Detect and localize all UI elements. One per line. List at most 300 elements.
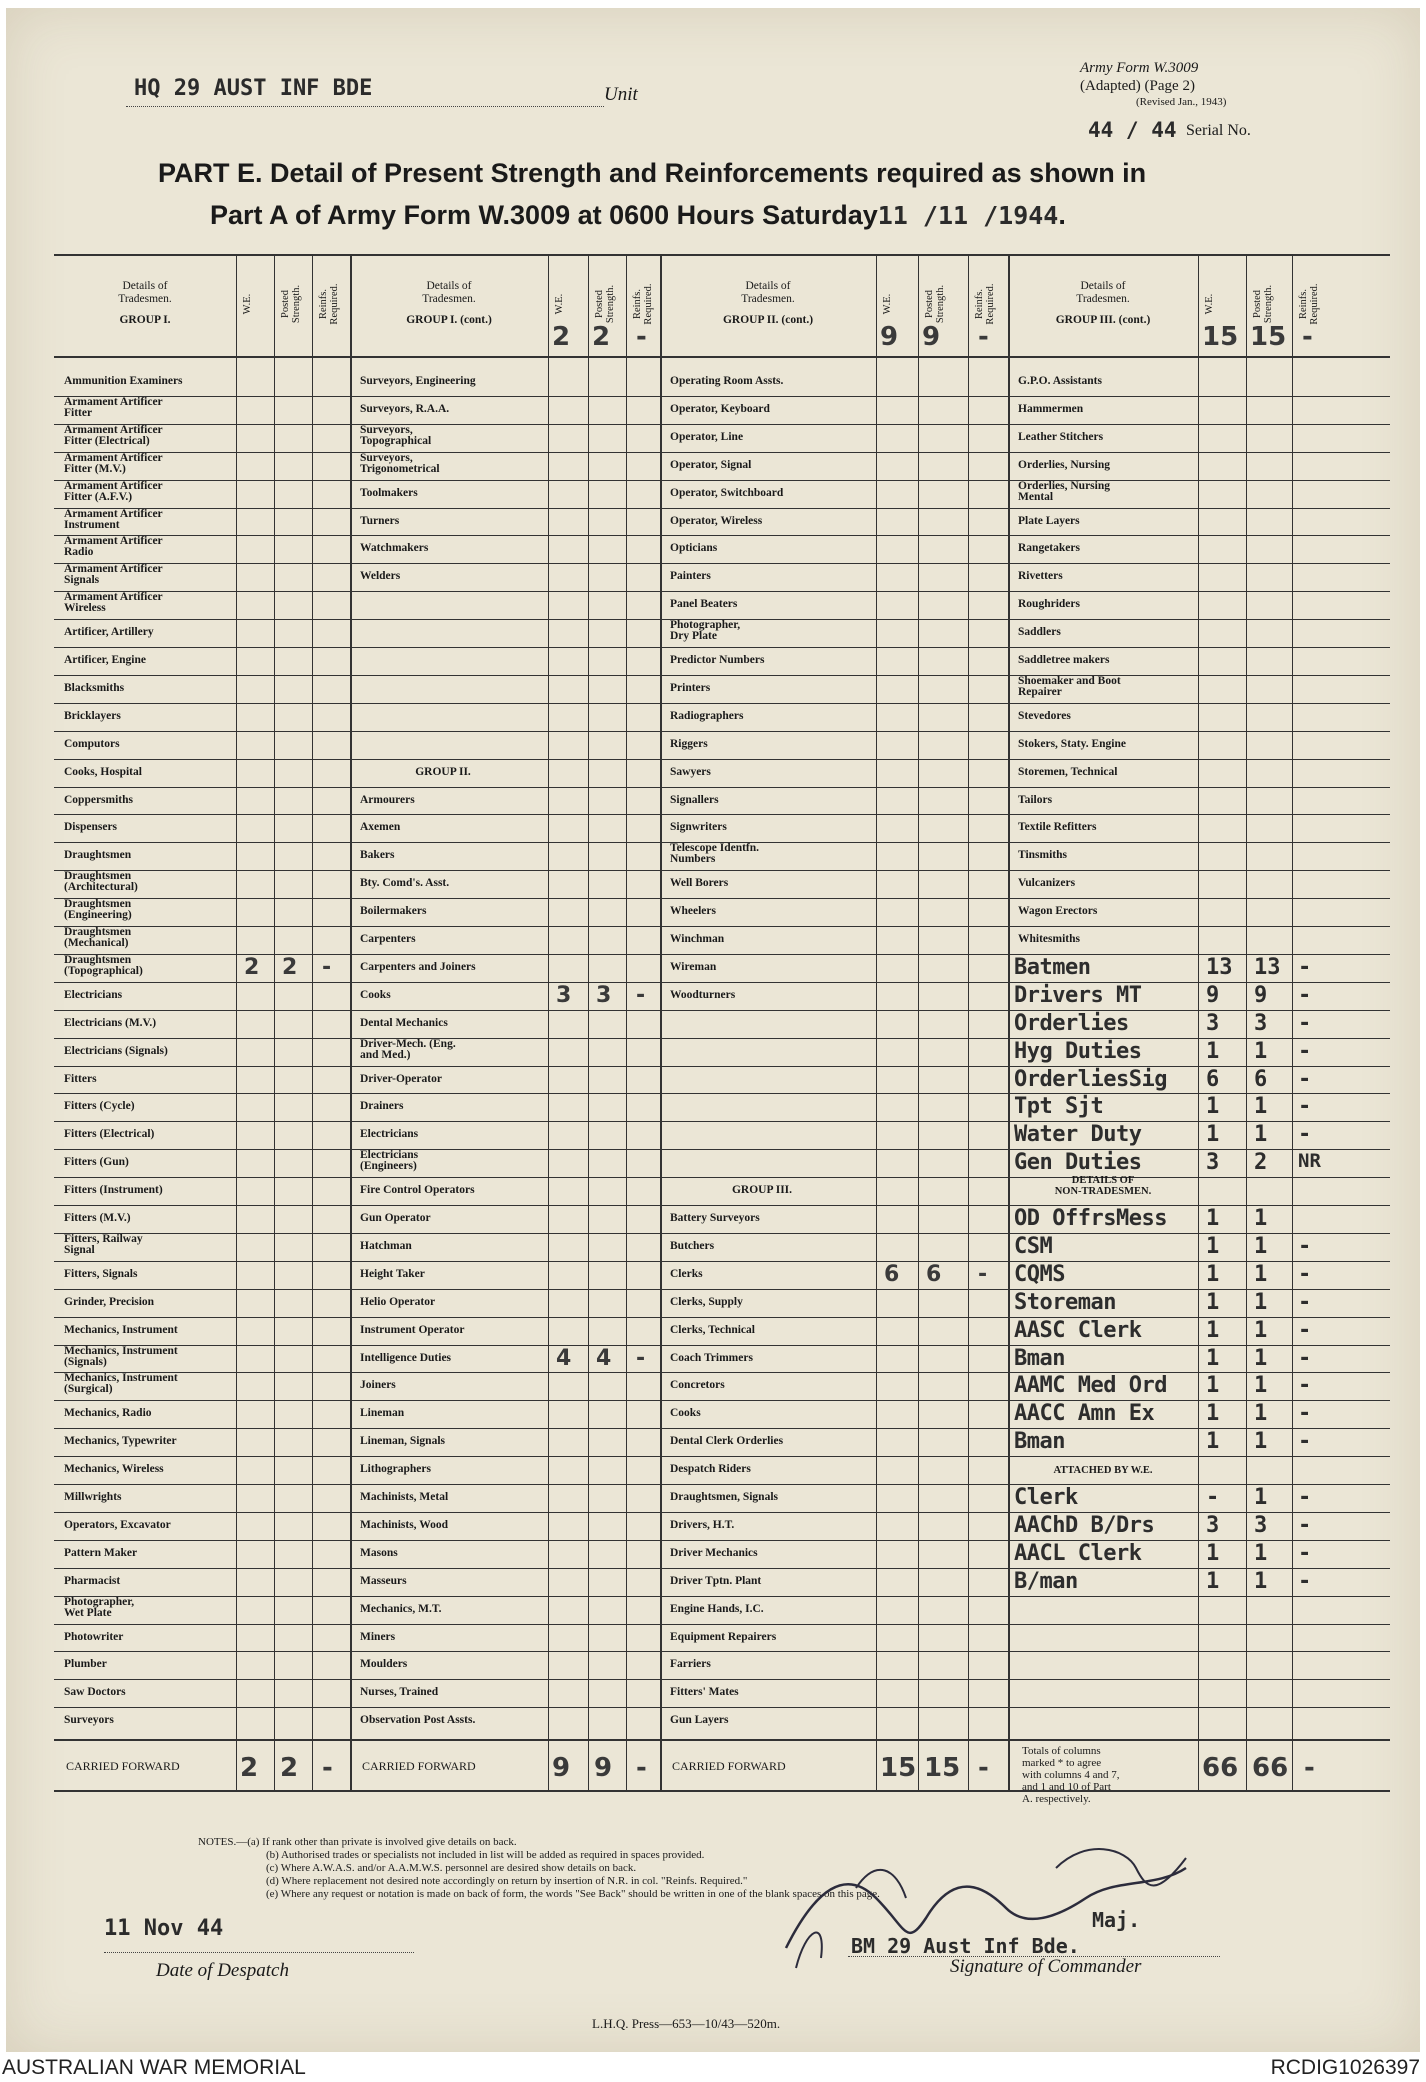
trade-label: Bty. Comd's. Asst. bbox=[360, 877, 450, 890]
typed-non-trade-row-we: 1 bbox=[1206, 1289, 1220, 1315]
trade-label: Opticians bbox=[670, 542, 718, 555]
typed-non-trade-row-posted: 1 bbox=[1254, 1261, 1268, 1287]
trade-label: Armament Artificer Fitter (A.F.V.) bbox=[64, 479, 163, 503]
table-row-rule bbox=[54, 1121, 1390, 1122]
trade-label: Lineman bbox=[360, 1407, 405, 1420]
typed-non-trade-row: Bman bbox=[1014, 1429, 1065, 1455]
trade-label: Roughriders bbox=[1018, 598, 1080, 611]
despatch-date: 11 Nov 44 bbox=[104, 1916, 224, 1941]
trade-label: Signwriters bbox=[670, 821, 727, 834]
typed-attached-row-reinfs: - bbox=[1298, 1485, 1312, 1510]
table-row-rule bbox=[54, 1707, 1390, 1708]
trade-label: Cooks bbox=[670, 1407, 701, 1420]
typed-attached-row-we: 1 bbox=[1206, 1568, 1220, 1594]
group-col-rule bbox=[350, 254, 352, 1790]
header-tally: 2 bbox=[592, 322, 611, 352]
title-line-1: PART E. Detail of Present Strength and Reinforcements required as shown in bbox=[158, 158, 1147, 188]
trade-label: Observation Post Assts. bbox=[360, 1714, 476, 1727]
cooks-entry: 3 bbox=[556, 982, 572, 1008]
trade-label: Driver Mechanics bbox=[670, 1546, 758, 1559]
header-tally: 9 bbox=[922, 322, 941, 352]
trade-label: Stevedores bbox=[1018, 709, 1071, 722]
trade-label: Coppersmiths bbox=[64, 793, 134, 806]
trade-label: Radiographers bbox=[670, 709, 744, 722]
attached-heading: ATTACHED BY W.E. bbox=[1053, 1465, 1153, 1477]
trade-label: Masons bbox=[360, 1546, 398, 1559]
clerks-entry: 6 bbox=[926, 1261, 942, 1287]
caption-left: AUSTRALIAN WAR MEMORIAL bbox=[2, 2056, 306, 2079]
trade-label: Driver Tptn. Plant bbox=[670, 1574, 762, 1587]
typed-non-trade-row-reinfs: - bbox=[1298, 1373, 1312, 1399]
note-line: (d) Where replacement not desired note accordingly on return by insertion of N.R. in col. "Reinfs. Required." bbox=[266, 1875, 748, 1887]
trade-label: Armament Artificer Radio bbox=[64, 535, 163, 559]
trade-label: Operator, Wireless bbox=[670, 514, 763, 527]
posted-col-rule bbox=[918, 254, 919, 1790]
header-tally: 2 bbox=[552, 322, 571, 352]
trade-label: Clerks, Technical bbox=[670, 1323, 755, 1336]
typed-non-trade-row-posted: 1 bbox=[1254, 1289, 1268, 1315]
trade-label: Artificer, Artillery bbox=[64, 626, 154, 639]
typed-non-trade-row: AASC Clerk bbox=[1014, 1317, 1142, 1343]
trade-label: Wheelers bbox=[670, 905, 716, 918]
carried-forward-label: CARRIED FORWARD bbox=[66, 1759, 180, 1774]
typed-non-trade-row-we: 1 bbox=[1206, 1429, 1220, 1455]
note-line: (c) Where A.W.A.S. and/or A.A.M.W.S. personnel are desired show details on back. bbox=[266, 1862, 637, 1874]
typed-non-trade-row-reinfs: - bbox=[1298, 1429, 1312, 1455]
trade-label: Driver-Operator bbox=[360, 1072, 442, 1085]
non-tradesmen-heading: DETAILS OF NON-TRADESMEN. bbox=[1054, 1175, 1152, 1198]
trade-label: Fire Control Operators bbox=[360, 1184, 475, 1197]
trade-label: Fitters (Gun) bbox=[64, 1156, 129, 1169]
typed-non-trade-row-posted: 1 bbox=[1254, 1206, 1268, 1231]
carried-forward-value: 2 bbox=[240, 1753, 259, 1784]
note-line: (e) Where any request or notation is made on back of form, the words "See Back" should be written in one of the blank spaces on this page. bbox=[266, 1888, 880, 1900]
reinfs-col-rule bbox=[1292, 254, 1293, 1790]
despatch-label: Date of Despatch bbox=[156, 1960, 289, 1981]
table-row-rule bbox=[54, 1540, 1390, 1541]
reinfs-col-rule bbox=[626, 254, 627, 1790]
trade-label: Telescope Identfn. Numbers bbox=[670, 842, 760, 866]
column-header-group: GROUP I. (cont.) bbox=[406, 314, 492, 326]
trade-label: Predictor Numbers bbox=[670, 654, 765, 666]
trade-label: Wagon Erectors bbox=[1018, 905, 1098, 918]
trade-label: Fitters, Railway Signal bbox=[64, 1232, 143, 1256]
carried-forward-value: 2 bbox=[280, 1753, 299, 1784]
form-line-2: (Adapted) (Page 2) bbox=[1080, 78, 1195, 94]
header-tally: - bbox=[636, 322, 647, 352]
trade-label: Draughtsmen bbox=[64, 849, 132, 862]
carried-forward-label: CARRIED FORWARD bbox=[672, 1759, 786, 1774]
trade-label: Hatchman bbox=[360, 1239, 412, 1252]
unit-dotted-line bbox=[126, 106, 604, 107]
trade-label: Drivers, H.T. bbox=[670, 1518, 735, 1531]
typed-non-trade-row: Storeman bbox=[1014, 1289, 1116, 1315]
typed-non-trade-row-we: 1 bbox=[1206, 1261, 1220, 1287]
trade-label: Artificer, Engine bbox=[64, 654, 146, 666]
typed-trade-row-reinfs: NR bbox=[1298, 1150, 1321, 1173]
column-header-reinfs: Reinfs. Required. bbox=[1298, 283, 1320, 325]
trade-label: Leather Stitchers bbox=[1018, 430, 1104, 443]
trade-label: Surveyors, Engineering bbox=[360, 375, 476, 387]
caption-bar bbox=[0, 2052, 1426, 2082]
typed-trade-row-posted: 2 bbox=[1254, 1150, 1268, 1176]
header-tally: 9 bbox=[880, 322, 899, 352]
posted-col-rule bbox=[588, 254, 589, 1790]
trade-label: Fitters bbox=[64, 1072, 97, 1085]
carried-forward-value: 15 bbox=[880, 1753, 917, 1784]
trade-label: Joiners bbox=[360, 1379, 396, 1392]
table-row-rule bbox=[54, 424, 1390, 425]
table-row-rule bbox=[54, 1679, 1390, 1680]
form-sheet bbox=[6, 8, 1420, 2052]
typed-non-trade-row-reinfs: - bbox=[1298, 1289, 1312, 1315]
we-col-rule bbox=[236, 254, 237, 1790]
trade-label: Driver-Mech. (Eng. and Med.) bbox=[360, 1037, 456, 1061]
typed-attached-row: AAChD B/Drs bbox=[1014, 1512, 1155, 1538]
typed-trade-row: Gen Duties bbox=[1014, 1150, 1142, 1176]
table-row-rule bbox=[54, 1038, 1390, 1039]
trade-label: Computors bbox=[64, 737, 120, 750]
clerks-entry: 6 bbox=[884, 1261, 900, 1287]
unit-label: Unit bbox=[604, 84, 638, 105]
typed-attached-row-posted: 1 bbox=[1254, 1568, 1268, 1594]
table-row-rule bbox=[54, 1317, 1390, 1318]
trade-label: Textile Refitters bbox=[1018, 821, 1097, 834]
trade-label: Orderlies, Nursing Mental bbox=[1018, 479, 1110, 503]
trade-label: Clerks, Supply bbox=[670, 1295, 743, 1308]
trade-label: Dispensers bbox=[64, 821, 118, 834]
group-heading: GROUP III. bbox=[731, 1184, 793, 1197]
carried-forward-value: 9 bbox=[552, 1753, 571, 1784]
cooks-entry: - bbox=[636, 982, 646, 1008]
header-tally: - bbox=[1302, 322, 1313, 352]
column-header-posted: Posted Strength. bbox=[924, 284, 946, 324]
typed-non-trade-row-reinfs: - bbox=[1298, 1401, 1312, 1427]
column-header-posted: Posted Strength. bbox=[594, 284, 616, 324]
trade-label: Signallers bbox=[670, 793, 719, 806]
trade-label: Mechanics, Instrument bbox=[64, 1323, 178, 1336]
trade-label: Helio Operator bbox=[360, 1295, 436, 1308]
trade-label: Sawyers bbox=[670, 765, 711, 778]
column-header-group: GROUP III. (cont.) bbox=[1055, 314, 1151, 326]
table-row-rule bbox=[54, 1512, 1390, 1513]
table-row-rule bbox=[54, 982, 1390, 983]
reinfs-col-rule bbox=[968, 254, 969, 1790]
typed-non-trade-row-reinfs: - bbox=[1298, 1345, 1312, 1371]
trade-label: Winchman bbox=[670, 933, 725, 945]
draughtsmen-topographical-entry: 2 bbox=[282, 954, 298, 980]
typed-non-trade-row: AAMC Med Ord bbox=[1014, 1373, 1167, 1399]
typed-trade-row-posted: 1 bbox=[1254, 1122, 1268, 1148]
trade-label: Cooks, Hospital bbox=[64, 765, 142, 778]
signature-label: Signature of Commander bbox=[950, 1956, 1142, 1977]
trade-label: Armament Artificer Fitter (M.V.) bbox=[64, 451, 163, 475]
column-header-we: W.E. bbox=[554, 293, 565, 315]
clerks-entry: - bbox=[978, 1261, 988, 1287]
trade-label: Fitters (M.V.) bbox=[64, 1212, 131, 1224]
table-row-rule bbox=[54, 1372, 1390, 1373]
posted-col-rule bbox=[274, 254, 275, 1790]
trade-label: Fitters' Mates bbox=[670, 1686, 739, 1699]
trade-label: Surveyors bbox=[64, 1714, 114, 1727]
trade-label: Pattern Maker bbox=[64, 1546, 138, 1559]
trade-label: Operating Room Assts. bbox=[670, 375, 784, 387]
typed-non-trade-row-posted: 1 bbox=[1254, 1233, 1268, 1259]
trade-label: Surveyors, Trigonometrical bbox=[360, 451, 440, 475]
trade-label: Operator, Line bbox=[670, 430, 744, 443]
grand-total-value: - bbox=[1304, 1753, 1315, 1784]
trade-label: Gun Layers bbox=[670, 1714, 729, 1727]
header-tally: - bbox=[978, 322, 989, 352]
trade-label: Mechanics, Instrument (Surgical) bbox=[64, 1372, 178, 1396]
table-row-rule bbox=[54, 1093, 1390, 1094]
trade-label: Surveyors, Topographical bbox=[360, 423, 432, 447]
trade-label: Despatch Riders bbox=[670, 1463, 751, 1476]
typed-trade-row-we: 6 bbox=[1206, 1066, 1220, 1092]
trade-label: Electricians (Signals) bbox=[64, 1044, 168, 1057]
typed-attached-row-reinfs: - bbox=[1298, 1512, 1312, 1538]
trade-label: Draughtsmen (Architectural) bbox=[64, 870, 138, 894]
table-row-rule bbox=[54, 508, 1390, 509]
trade-label: Hammermen bbox=[1018, 402, 1084, 415]
typed-attached-row-we: 1 bbox=[1206, 1540, 1220, 1566]
trade-label: Electricians bbox=[64, 988, 123, 1001]
column-header-reinfs: Reinfs. Required. bbox=[974, 283, 996, 325]
trade-label: Grinder, Precision bbox=[64, 1295, 155, 1308]
trade-label: Axemen bbox=[360, 821, 401, 834]
column-header-reinfs: Reinfs. Required. bbox=[632, 283, 654, 325]
trade-label: Fitters (Electrical) bbox=[64, 1128, 155, 1141]
group-heading: GROUP II. bbox=[415, 765, 471, 778]
column-header-reinfs: Reinfs. Required. bbox=[318, 283, 340, 325]
trade-label: Plumber bbox=[64, 1658, 107, 1671]
cooks-entry: 3 bbox=[596, 982, 612, 1008]
table-row-rule bbox=[54, 563, 1390, 564]
press-mark: L.H.Q. Press—653—10/43—520m. bbox=[592, 2016, 781, 2031]
table-row-rule bbox=[54, 731, 1390, 732]
trade-label: Electricians bbox=[360, 1128, 419, 1141]
typed-attached-row: Clerk bbox=[1014, 1485, 1078, 1510]
trade-label: Rangetakers bbox=[1018, 542, 1080, 555]
note-line: NOTES.—(a) If rank other than private is involved give details on back. bbox=[198, 1836, 517, 1848]
intelligence-duties-entry: 4 bbox=[556, 1345, 572, 1371]
trade-label: G.P.O. Assistants bbox=[1018, 375, 1102, 387]
typed-trade-row-reinfs: - bbox=[1298, 1010, 1312, 1036]
table-row-rule bbox=[54, 703, 1390, 704]
typed-non-trade-row-we: 1 bbox=[1206, 1206, 1220, 1231]
typed-trade-row-we: 9 bbox=[1206, 982, 1220, 1008]
trade-label: Mechanics, Wireless bbox=[64, 1463, 164, 1476]
column-header-posted: Posted Strength. bbox=[280, 284, 302, 324]
trade-label: Boilermakers bbox=[360, 905, 427, 918]
signature-unit: BM 29 Aust Inf Bde. bbox=[851, 1934, 1080, 1958]
trade-label: Plate Layers bbox=[1018, 514, 1080, 527]
table-row-rule bbox=[54, 396, 1390, 397]
form-line-3: (Revised Jan., 1943) bbox=[1136, 96, 1227, 108]
typed-attached-row: B/man bbox=[1014, 1568, 1078, 1594]
totals-top-rule bbox=[54, 1739, 1390, 1741]
typed-trade-row: Hyg Duties bbox=[1014, 1038, 1142, 1064]
trade-label: Whitesmiths bbox=[1018, 933, 1080, 945]
trade-label: Toolmakers bbox=[360, 486, 418, 499]
typed-attached-row-reinfs: - bbox=[1298, 1568, 1312, 1594]
trade-label: Engine Hands, I.C. bbox=[670, 1602, 764, 1615]
trade-label: Gun Operator bbox=[360, 1212, 431, 1224]
trade-label: Nurses, Trained bbox=[360, 1686, 439, 1699]
trade-label: Armourers bbox=[360, 793, 415, 806]
typed-trade-row: Tpt Sjt bbox=[1014, 1094, 1104, 1120]
column-header-details: Details of Tradesmen. bbox=[741, 280, 795, 305]
typed-non-trade-row-reinfs: - bbox=[1298, 1317, 1312, 1343]
typed-non-trade-row-posted: 1 bbox=[1254, 1429, 1268, 1455]
typed-trade-row-posted: 1 bbox=[1254, 1094, 1268, 1120]
trade-label: Armament Artificer Fitter (Electrical) bbox=[64, 423, 163, 447]
typed-non-trade-row: CQMS bbox=[1014, 1261, 1065, 1287]
trade-label: Mechanics, Instrument (Signals) bbox=[64, 1344, 178, 1368]
table-row-rule bbox=[54, 1261, 1390, 1262]
intelligence-duties-entry: - bbox=[636, 1345, 646, 1371]
typed-attached-row-posted: 3 bbox=[1254, 1512, 1268, 1538]
table-row-rule bbox=[54, 787, 1390, 788]
trade-label: Instrument Operator bbox=[360, 1323, 465, 1336]
carried-forward-value: - bbox=[636, 1753, 647, 1784]
table-row-rule bbox=[54, 647, 1390, 648]
typed-trade-row-posted: 3 bbox=[1254, 1010, 1268, 1036]
carried-forward-value: - bbox=[978, 1753, 989, 1784]
typed-trade-row-we: 13 bbox=[1206, 954, 1233, 980]
typed-trade-row-reinfs: - bbox=[1298, 1094, 1312, 1120]
trade-label: Fitters (Cycle) bbox=[64, 1100, 135, 1113]
typed-trade-row-posted: 6 bbox=[1254, 1066, 1268, 1092]
group-col-rule bbox=[1008, 254, 1010, 1790]
totals-note: Totals of columns marked * to agree with columns 4 and 7, and 1 and 10 of Part A. respectively. bbox=[1022, 1745, 1120, 1806]
title-dot: . bbox=[1058, 200, 1066, 230]
header-tally: 15 bbox=[1202, 322, 1239, 352]
we-col-rule bbox=[876, 254, 877, 1790]
typed-attached-row-posted: 1 bbox=[1254, 1485, 1268, 1510]
typed-trade-row: Batmen bbox=[1014, 954, 1091, 980]
table-row-rule bbox=[54, 1233, 1390, 1234]
typed-non-trade-row-posted: 1 bbox=[1254, 1373, 1268, 1399]
typed-attached-row-reinfs: - bbox=[1298, 1540, 1312, 1566]
table-row-rule bbox=[54, 1205, 1390, 1206]
trade-label: Bakers bbox=[360, 849, 395, 862]
trade-label: Photographer, Wet Plate bbox=[64, 1595, 135, 1619]
trade-label: Saddletree makers bbox=[1018, 654, 1110, 666]
trade-label: Painters bbox=[670, 570, 711, 583]
trade-label: Armament Artificer Instrument bbox=[64, 507, 163, 531]
typed-attached-row: AACL Clerk bbox=[1014, 1540, 1142, 1566]
typed-trade-row-reinfs: - bbox=[1298, 1122, 1312, 1148]
column-header-group: GROUP I. bbox=[119, 314, 171, 326]
typed-non-trade-row-reinfs: - bbox=[1298, 1261, 1312, 1287]
trade-label: Blacksmiths bbox=[64, 681, 125, 694]
trade-label: Armament Artificer Signals bbox=[64, 563, 163, 587]
typed-trade-row-reinfs: - bbox=[1298, 982, 1312, 1008]
table-row-rule bbox=[54, 1066, 1390, 1067]
grand-total-value: 66 bbox=[1202, 1753, 1239, 1784]
trade-label: Watchmakers bbox=[360, 542, 429, 555]
typed-trade-row: OrderliesSig bbox=[1014, 1066, 1167, 1092]
column-header-we: W.E. bbox=[1204, 293, 1215, 315]
column-header-details: Details of Tradesmen. bbox=[1076, 280, 1130, 305]
table-row-rule bbox=[54, 814, 1390, 815]
typed-non-trade-row: OD OffrsMess bbox=[1014, 1206, 1167, 1231]
typed-trade-row-posted: 13 bbox=[1254, 954, 1281, 980]
trade-label: Machinists, Metal bbox=[360, 1491, 449, 1503]
table-row-rule bbox=[54, 591, 1390, 592]
caption-right: RCDIG1026397 bbox=[1270, 2056, 1420, 2079]
typed-trade-row-we: 1 bbox=[1206, 1122, 1220, 1148]
trade-label: Stokers, Staty. Engine bbox=[1018, 737, 1126, 750]
trade-label: Butchers bbox=[670, 1239, 715, 1252]
trade-label: Tinsmiths bbox=[1018, 849, 1068, 862]
column-header-posted: Posted Strength. bbox=[1252, 284, 1274, 324]
column-header-details: Details of Tradesmen. bbox=[422, 280, 476, 305]
table-row-rule bbox=[54, 1596, 1390, 1597]
table-row-rule bbox=[54, 1624, 1390, 1625]
trade-label: Battery Surveyors bbox=[670, 1212, 760, 1224]
typed-trade-row-we: 3 bbox=[1206, 1150, 1220, 1176]
we-col-rule bbox=[1198, 254, 1199, 1790]
table-bottom-rule bbox=[54, 1790, 1390, 1792]
we-col-rule bbox=[548, 254, 549, 1790]
trade-label: Welders bbox=[360, 570, 401, 583]
typed-non-trade-row: Bman bbox=[1014, 1345, 1065, 1371]
trade-label: Miners bbox=[360, 1630, 396, 1643]
trade-label: Tailors bbox=[1018, 793, 1053, 806]
column-header-we: W.E. bbox=[242, 293, 253, 315]
trade-label: Draughtsmen (Engineering) bbox=[64, 898, 132, 922]
typed-non-trade-row-reinfs: - bbox=[1298, 1233, 1312, 1259]
trade-label: Surveyors, R.A.A. bbox=[360, 402, 450, 415]
typed-non-trade-row-posted: 1 bbox=[1254, 1401, 1268, 1427]
group-col-rule bbox=[660, 254, 662, 1790]
typed-non-trade-row-we: 1 bbox=[1206, 1401, 1220, 1427]
table-row-rule bbox=[54, 535, 1390, 536]
grand-total-value: 66 bbox=[1252, 1753, 1289, 1784]
strength-table bbox=[54, 254, 1390, 1806]
carried-forward-value: - bbox=[322, 1753, 333, 1784]
trade-label: Pharmacist bbox=[64, 1574, 121, 1587]
trade-label: Lithographers bbox=[360, 1463, 431, 1476]
table-row-rule bbox=[54, 759, 1390, 760]
trade-label: Farriers bbox=[670, 1658, 711, 1671]
trade-label: Equipment Repairers bbox=[670, 1630, 777, 1643]
trade-label: Operators, Excavator bbox=[64, 1518, 171, 1531]
table-row-rule bbox=[54, 926, 1390, 927]
typed-non-trade-row-we: 1 bbox=[1206, 1233, 1220, 1259]
trade-label: Well Borers bbox=[670, 877, 729, 890]
draughtsmen-topographical-entry: - bbox=[322, 954, 332, 980]
table-header-rule bbox=[54, 356, 1390, 358]
reinfs-col-rule bbox=[312, 254, 313, 1790]
trade-label: Ammunition Examiners bbox=[64, 375, 183, 387]
trade-label: Saddlers bbox=[1018, 626, 1061, 639]
trade-label: Moulders bbox=[360, 1658, 408, 1671]
title-line-2 bbox=[210, 200, 1066, 231]
trade-label: Draughtsmen (Topographical) bbox=[64, 953, 143, 977]
trade-label: Carpenters bbox=[360, 933, 416, 945]
table-top-rule bbox=[54, 254, 1390, 256]
trade-label: Panel Beaters bbox=[670, 598, 738, 611]
trade-label: Riggers bbox=[670, 737, 708, 750]
trade-label: Storemen, Technical bbox=[1018, 765, 1118, 778]
table-row-rule bbox=[54, 1345, 1390, 1346]
table-row-rule bbox=[54, 1149, 1390, 1150]
typed-trade-row-posted: 9 bbox=[1254, 982, 1268, 1008]
trade-label: Turners bbox=[360, 514, 400, 527]
